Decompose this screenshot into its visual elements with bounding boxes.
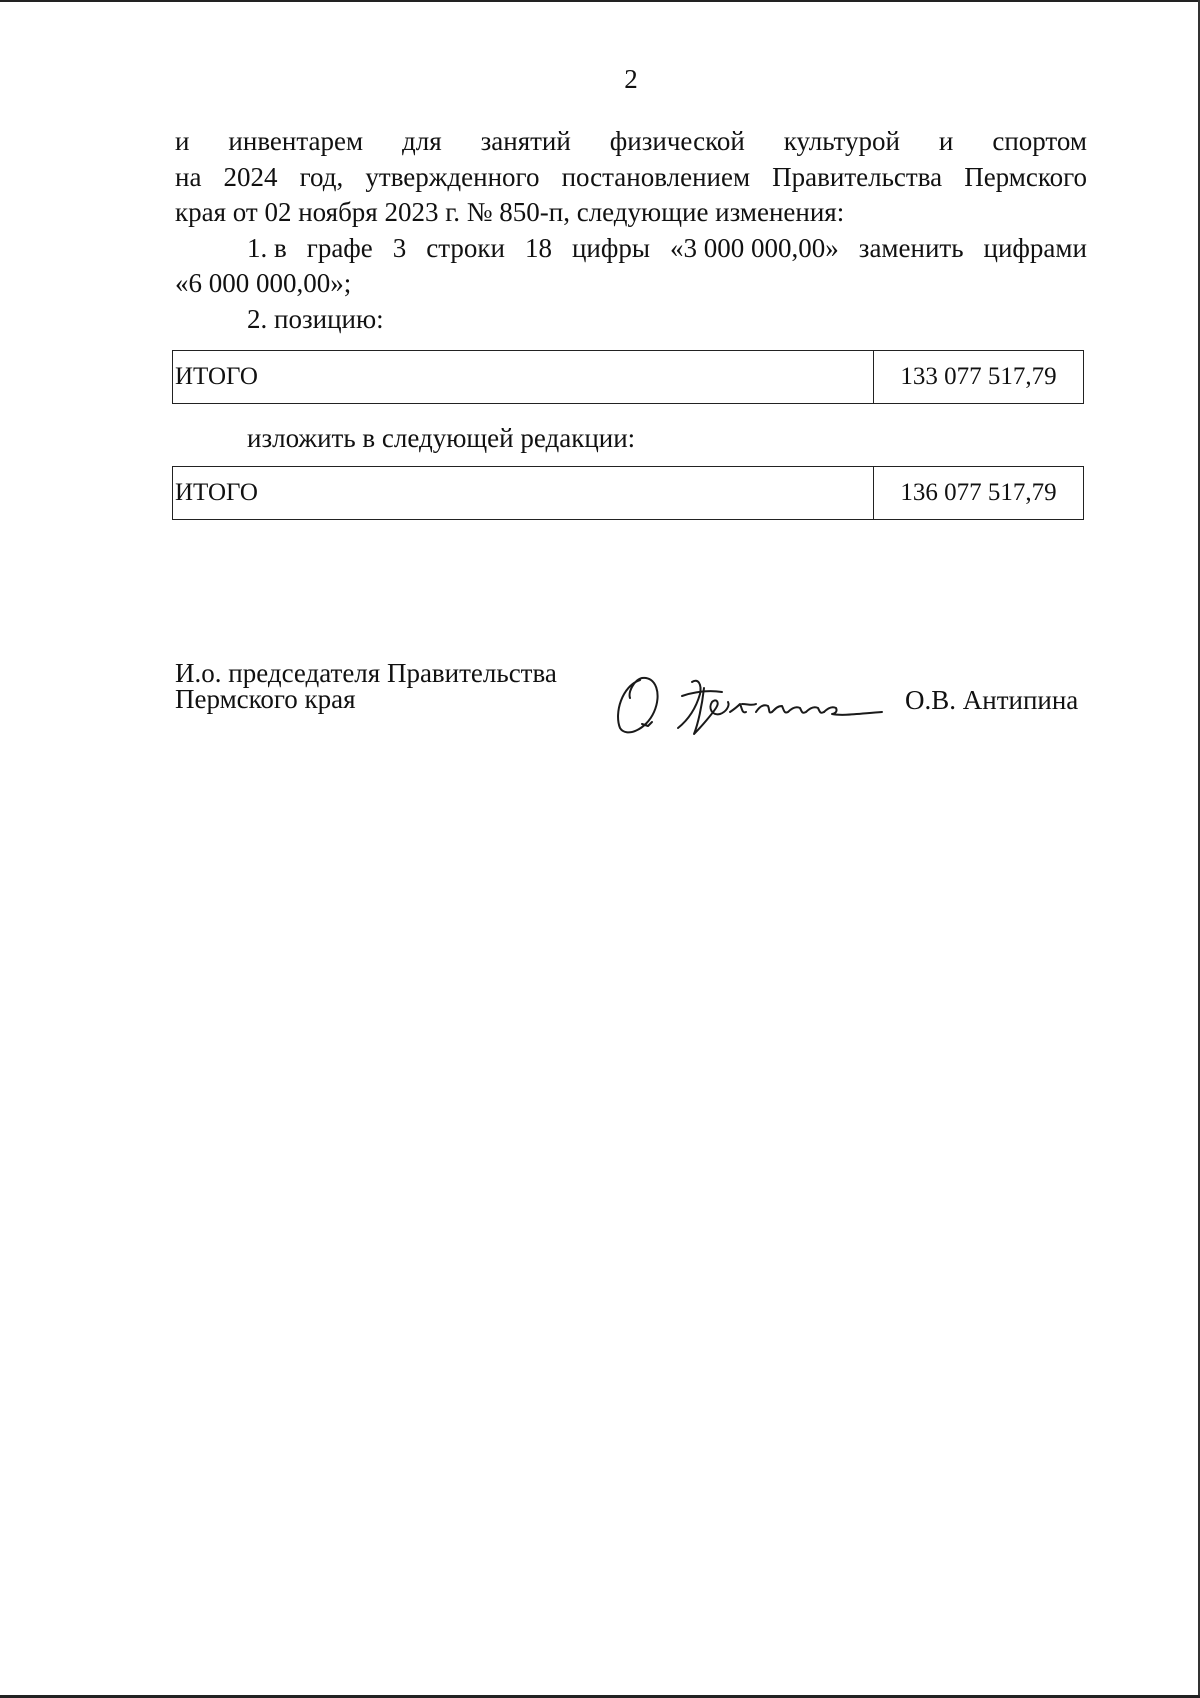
restate-text: изложить в следующей редакции:: [247, 423, 636, 453]
word: и: [175, 126, 190, 156]
word: заменить: [858, 233, 964, 263]
word: для: [402, 126, 442, 156]
position-name-cell: ИТОГО: [173, 467, 874, 520]
word: инвентарем: [228, 126, 364, 156]
signatory-title-line-2: Пермского края: [175, 684, 356, 714]
word: «3 000 000,00»: [670, 233, 839, 263]
word: графе: [306, 233, 373, 263]
intro-line-3: края от 02 ноября 2023 г. № 850-п, следующие изменения:: [175, 197, 845, 227]
word: утвержденного: [365, 162, 540, 192]
word: Правительства: [772, 162, 943, 192]
word: 2024: [223, 162, 278, 192]
handwritten-signature: [612, 668, 912, 738]
word: цифры: [571, 233, 651, 263]
position-name-cell: ИТОГО: [173, 351, 874, 404]
word: занятий: [480, 126, 571, 156]
page-number: 2: [624, 64, 638, 94]
position-sum-cell: 136 077 517,79: [874, 467, 1084, 520]
intro-line-1: [175, 124, 1087, 158]
item-1-line-2: «6 000 000,00»;: [175, 268, 352, 298]
scan-border-top: [0, 0, 1200, 2]
word: культурой: [783, 126, 900, 156]
word: цифрами: [983, 233, 1087, 263]
signatory-name: О.В. Антипина: [905, 685, 1079, 715]
word: физической: [609, 126, 745, 156]
item-1-line-1: [247, 231, 1087, 265]
position-sum-cell: 133 077 517,79: [874, 351, 1084, 404]
word: на: [175, 162, 202, 192]
signatory-title-line-1: И.о. председателя Правительства: [175, 658, 557, 688]
word: 18: [524, 233, 552, 263]
word: Пермского: [964, 162, 1087, 192]
word: 1. в: [247, 233, 287, 263]
new-position-table: [172, 466, 1084, 520]
intro-line-2: [175, 160, 1087, 194]
word: спортом: [992, 126, 1087, 156]
signatory-title: [175, 660, 557, 712]
table-row: [173, 467, 1084, 520]
word: год,: [299, 162, 344, 192]
word: постановлением: [561, 162, 751, 192]
old-position-table: [172, 350, 1084, 404]
table-row: [173, 351, 1084, 404]
word: и: [938, 126, 954, 156]
item-2-label: 2. позицию:: [247, 304, 384, 334]
word: строки: [426, 233, 505, 263]
word: 3: [392, 233, 407, 263]
